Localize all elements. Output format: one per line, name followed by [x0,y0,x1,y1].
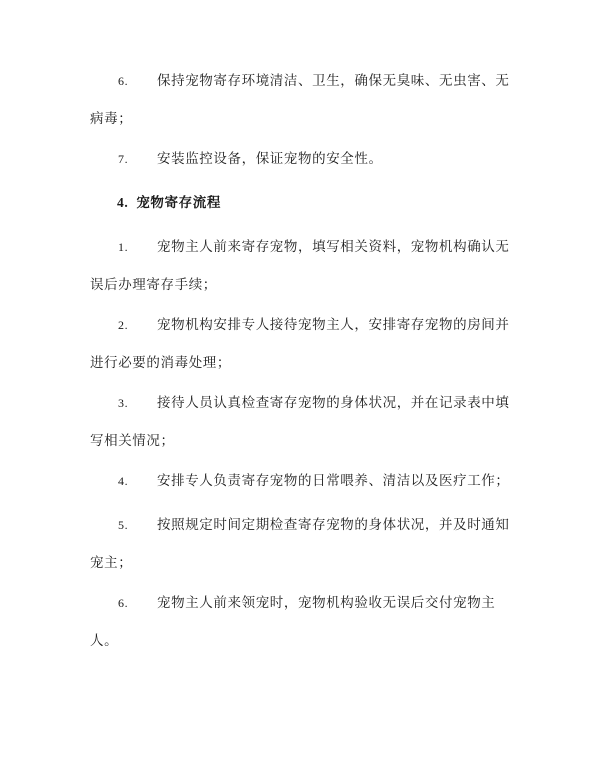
list-item [90,140,510,178]
item-number: 1. [118,240,129,254]
item-number: 7. [118,152,129,166]
list-item [90,506,510,582]
list-item [90,584,510,660]
item-text: 按照规定时间定期检查寄存宠物的身体状况，并及时通知宠主； [90,517,510,571]
item-text: 宠物主人前来寄存宠物，填写相关资料，宠物机构确认无误后办理寄存手续； [90,239,510,293]
list-item [90,62,510,138]
section-title: 宠物寄存流程 [136,195,221,211]
item-number: 5. [118,518,129,532]
section-heading [117,193,221,213]
section-number: 4. [117,195,129,210]
item-number: 6. [118,74,129,88]
item-number: 6. [118,596,129,610]
item-text: 接待人员认真检查寄存宠物的身体状况，并在记录表中填写相关情况； [90,395,510,449]
list-item [90,228,510,304]
item-text: 安排专人负责寄存宠物的日常喂养、清洁以及医疗工作； [157,473,510,489]
item-text: 安装监控设备，保证宠物的安全性。 [157,151,383,167]
item-number: 4. [118,474,129,488]
item-text: 保持宠物寄存环境清洁、卫生，确保无臭味、无虫害、无病毒； [90,73,510,127]
list-item [90,384,510,460]
list-item [90,306,510,382]
item-text: 宠物主人前来领宠时，宠物机构验收无误后交付宠物主人。 [90,595,496,649]
item-number: 3. [118,396,129,410]
item-number: 2. [118,318,129,332]
item-text: 宠物机构安排专人接待宠物主人，安排寄存宠物的房间并进行必要的消毒处理； [90,317,510,371]
list-item [90,462,510,500]
